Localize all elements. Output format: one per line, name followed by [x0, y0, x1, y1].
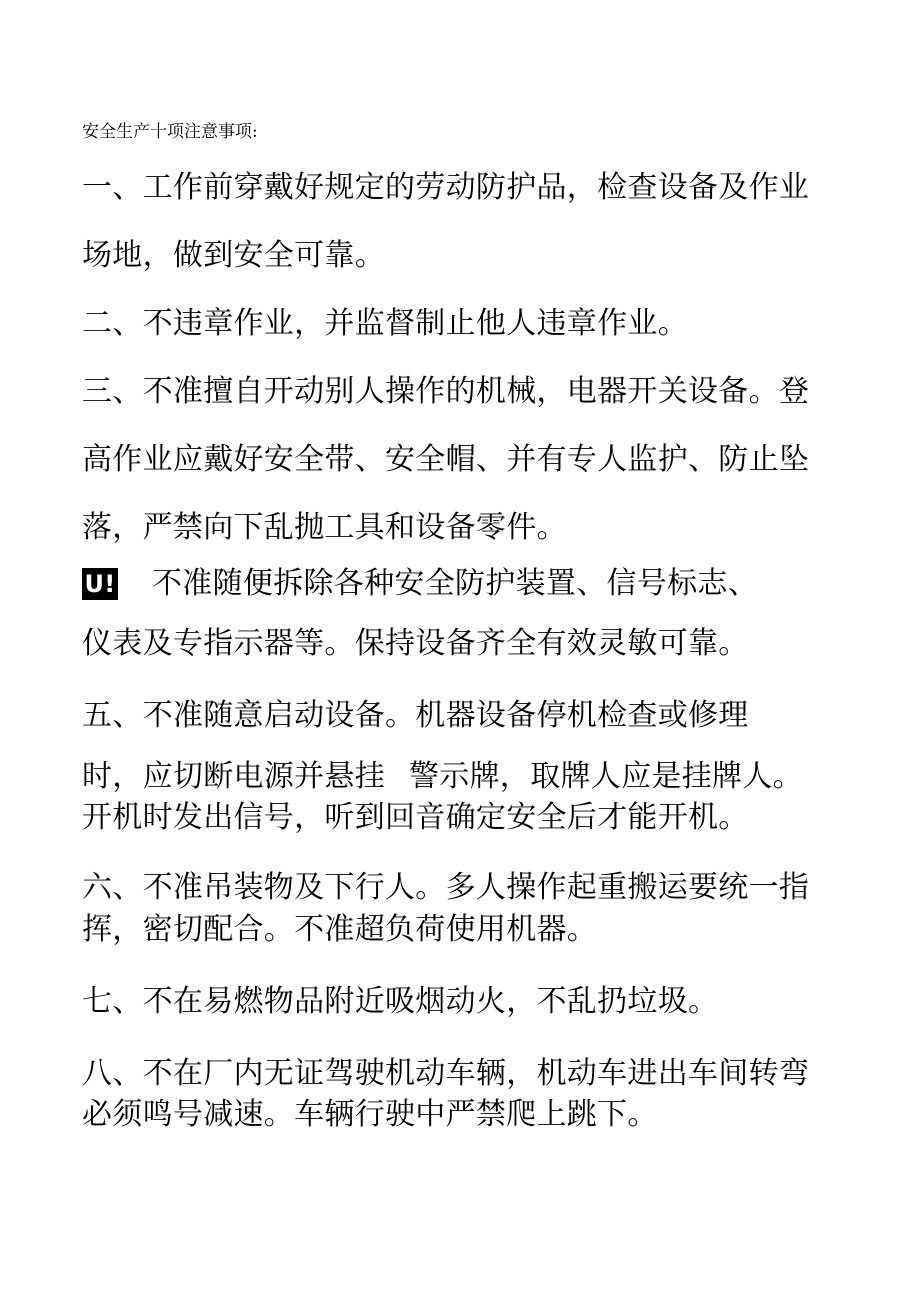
item-3-line-1: 三、不准擅自开动别人操作的机械，电器开关设备。登	[82, 374, 810, 409]
item-8-line-2: 必须鸣号减速。车辆行驶中严禁爬上跳下。	[82, 1097, 658, 1132]
item-4-line-1	[82, 566, 758, 602]
item-8-line-1: 八、不在厂内无证驾驶机动车辆，机动车进出车间转弯	[82, 1056, 810, 1091]
item-3-line-2: 高作业应戴好安全带、安全帽、并有专人监护、防止坠	[82, 442, 810, 477]
item-3-line-3: 落，严禁向下乱抛工具和设备零件。	[82, 510, 567, 545]
item-5-line-2	[82, 759, 803, 795]
item-4-marker-box: U!	[82, 568, 118, 600]
item-4-line-2: 仪表及专指示器等。保持设备齐全有效灵敏可靠。	[82, 626, 749, 661]
item-2-line-1: 二、不违章作业，并监督制止他人违章作业。	[82, 306, 688, 341]
item-5-line-2-part-a: 时，应切断电源并悬挂	[82, 759, 385, 794]
item-5-line-2-part-b: 警示牌，取牌人应是挂牌人。	[409, 759, 803, 794]
item-1-line-2: 场地，做到安全可靠。	[82, 238, 385, 273]
document-heading: 安全生产十项注意事项:	[82, 122, 258, 142]
item-7-line-1: 七、不在易燃物品附近吸烟动火，不乱扔垃圾。	[82, 984, 719, 1019]
item-5-line-3: 开机时发出信号，听到回音确定安全后才能开机。	[82, 800, 749, 835]
item-6-line-1: 六、不准吊装物及下行人。多人操作起重搬运要统一指	[82, 870, 810, 905]
item-6-line-2: 挥，密切配合。不准超负荷使用机器。	[82, 912, 598, 947]
item-5-line-1: 五、不准随意启动设备。机器设备停机检查或修理	[82, 698, 749, 733]
item-4-line-1-text: 不准随便拆除各种安全防护装置、信号标志、	[152, 566, 758, 601]
item-1-line-1: 一、工作前穿戴好规定的劳动防护品，检查设备及作业	[82, 170, 810, 205]
